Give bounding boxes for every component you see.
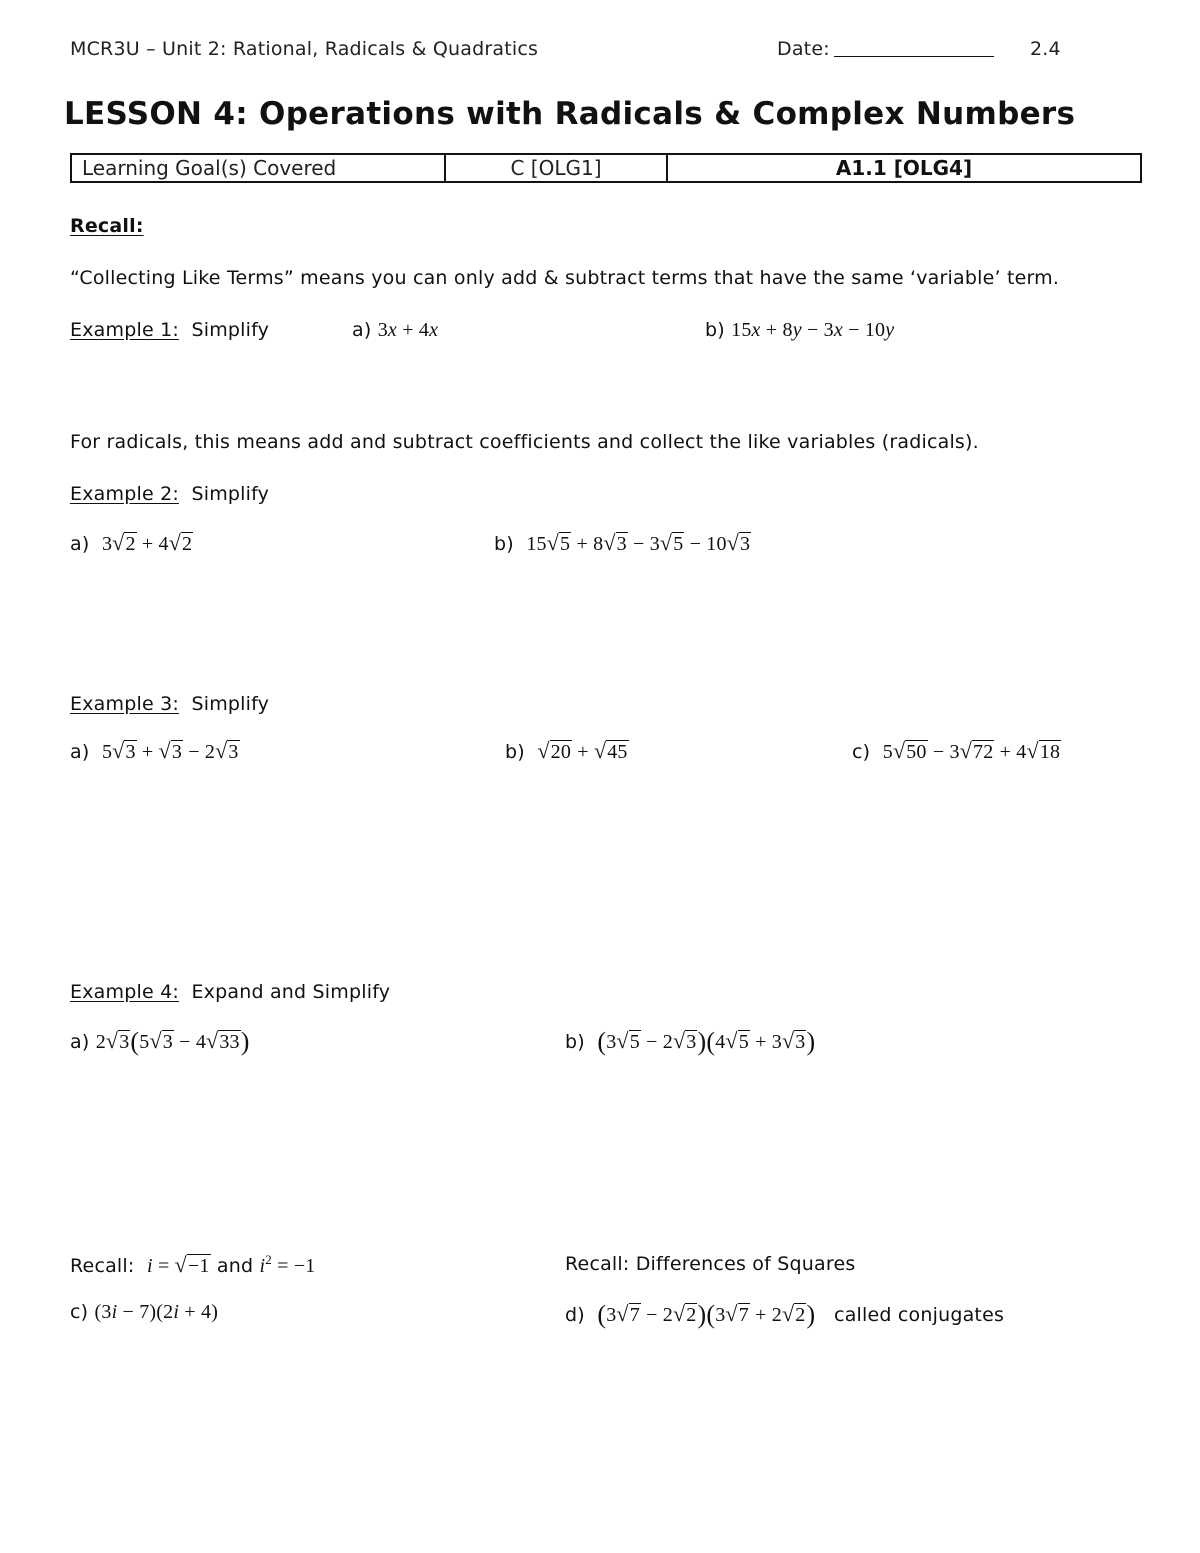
example-2b-label: b) — [494, 533, 514, 555]
part-c — [70, 1301, 218, 1324]
example-2a-expression: 3√2 + 4√2 — [101, 530, 193, 555]
date-label: Date: — [777, 38, 830, 60]
example-3-label: Example 3: — [70, 693, 179, 715]
example-1-label: Example 1: — [70, 319, 179, 341]
i-squared-definition: $i^2 = -1$ — [259, 1252, 316, 1277]
example-4a — [70, 1027, 250, 1057]
example-3a-label: a) — [70, 741, 90, 763]
example-2-label: Example 2: — [70, 483, 179, 505]
example-1a-label: a) — [352, 319, 372, 341]
learning-goals-table — [70, 153, 1142, 183]
part-c-expression: (3i − 7)(2i + 4) — [94, 1301, 219, 1323]
example-3a — [70, 738, 240, 764]
radicals-note: For radicals, this means add and subtract coefficients and collect the like variables (radicals). — [70, 431, 979, 453]
course-header: MCR3U – Unit 2: Rational, Radicals & Quadratics — [70, 38, 539, 60]
example-2b — [494, 530, 751, 556]
example-1a-expression: 3x + 4x — [377, 319, 439, 341]
lesson-code: 2.4 — [1030, 38, 1061, 60]
example-4b — [565, 1027, 815, 1057]
example-1b-expression: 15x + 8y − 3x − 10y — [731, 319, 895, 341]
part-c-label: c) — [70, 1301, 89, 1323]
part-d-label: d) — [565, 1304, 585, 1326]
page-title: LESSON 4: Operations with Radicals & Complex Numbers — [64, 96, 1076, 132]
example-3b-expression: √20 + √45 — [537, 738, 628, 763]
example-3c-expression: 5√50 − 3√72 + 4√18 — [882, 738, 1061, 763]
example-1b-label: b) — [705, 319, 725, 341]
i-definition: i = √−1 — [146, 1252, 210, 1277]
recall-i-and: and — [216, 1255, 254, 1277]
example-4a-label: a) — [70, 1031, 90, 1053]
goal-cell-2: A1.1 [OLG4] — [667, 154, 1141, 182]
goals-label-cell: Learning Goal(s) Covered — [71, 154, 445, 182]
recall-differences-of-squares: Recall: Differences of Squares — [565, 1253, 856, 1275]
example-4b-label: b) — [565, 1031, 585, 1053]
example-4-label: Example 4: — [70, 981, 179, 1003]
part-d — [565, 1300, 1004, 1330]
part-d-expression: (3√7 − 2√2)(3√7 + 2√2) — [597, 1300, 816, 1329]
example-1-task: Simplify — [191, 319, 270, 341]
example-1a — [352, 319, 438, 342]
example-4b-expression: (3√5 − 2√3)(4√5 + 3√3) — [597, 1027, 816, 1056]
example-3b-label: b) — [505, 741, 525, 763]
example-2-heading — [70, 483, 269, 505]
example-1-heading — [70, 319, 269, 341]
example-3-heading — [70, 693, 269, 715]
example-3-task: Simplify — [191, 693, 270, 715]
example-4a-expression: 2√3(5√3 − 4√33) — [95, 1027, 250, 1056]
date-field — [777, 38, 994, 60]
example-3b — [505, 738, 629, 764]
example-4-heading — [70, 981, 390, 1003]
example-2a — [70, 530, 193, 556]
example-1b — [705, 319, 894, 342]
goal-cell-1: C [OLG1] — [445, 154, 667, 182]
recall-heading: Recall: — [70, 215, 144, 237]
example-3c-label: c) — [852, 741, 871, 763]
date-blank-line — [834, 56, 994, 57]
example-2-task: Simplify — [191, 483, 270, 505]
example-3a-expression: 5√3 + √3 − 2√3 — [101, 738, 239, 763]
conjugates-note: called conjugates — [834, 1304, 1005, 1326]
recall-i-label: Recall: — [70, 1255, 135, 1277]
example-2b-expression: 15√5 + 8√3 − 3√5 − 10√3 — [526, 530, 751, 555]
recall-i-definition — [70, 1252, 316, 1278]
example-3c — [852, 738, 1061, 764]
example-4-task: Expand and Simplify — [191, 981, 391, 1003]
example-2a-label: a) — [70, 533, 90, 555]
recall-text: “Collecting Like Terms” means you can only add & subtract terms that have the same ‘variable’ term. — [70, 267, 1060, 289]
